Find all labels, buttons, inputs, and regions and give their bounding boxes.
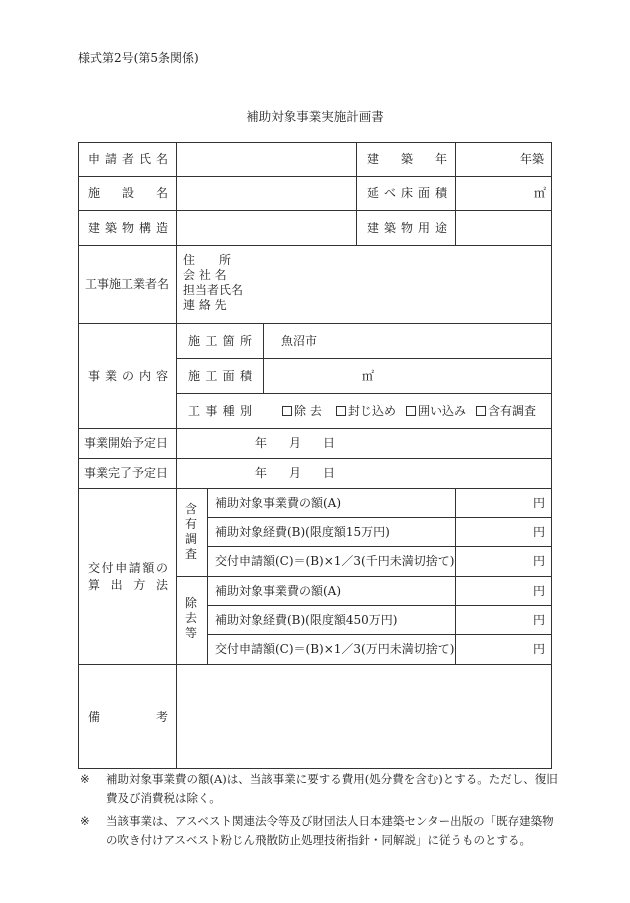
work-type-label: 工 事 種 別: [188, 404, 252, 418]
contractor-field-contact: 連 絡 先: [183, 298, 227, 312]
removal-item-project-cost: 補助対象事業費の額(A): [215, 584, 342, 598]
contractor-field-company: 会 社 名: [183, 268, 227, 282]
contractor-field-address: 住 所: [183, 253, 232, 267]
calc-method-label-line2: 算 出 方 法: [88, 578, 168, 592]
work-area-unit: ㎡: [362, 369, 375, 383]
work-type-option-sealing[interactable]: 封じ込め: [336, 404, 396, 418]
note-item: [80, 812, 560, 850]
contractor-name-label: 工事施工業者名: [85, 277, 170, 291]
contractor-field-person: 担当者氏名: [183, 283, 244, 297]
work-location-value: 魚沼市: [281, 334, 318, 348]
removal-item-eligible-cost: 補助対象経費(B)(限度額450万円): [215, 613, 398, 627]
calc-method-label-line1: 交 付 申 請 額 の: [88, 561, 168, 575]
start-date-month: 月: [289, 436, 302, 450]
yen-unit: 円: [533, 525, 546, 539]
survey-item-grant-amount: 交付申請額(C)＝(B)×1／3(千円未満切捨て): [215, 554, 455, 568]
note-text: 当該事業は、アスベスト関連法令等及び財団法人日本建築センター出版の「既存建築物の吹き付けアスベスト粉じん飛散防止処理技術指針・同解説」に従うものとする。: [106, 814, 554, 847]
work-type-option-removal[interactable]: 除 去: [282, 404, 322, 418]
floor-area-unit: ㎡: [534, 186, 547, 200]
checkbox-icon[interactable]: [336, 406, 346, 416]
building-use-label: 建 築 物 用 途: [367, 221, 447, 235]
yen-unit: 円: [533, 554, 546, 568]
work-type-option-survey[interactable]: 含有調査: [476, 404, 536, 418]
construction-year-label: 建 築 年: [367, 152, 447, 166]
start-date-year: 年: [255, 436, 268, 450]
removal-item-grant-amount: 交付申請額(C)＝(B)×1／3(万円未満切捨て): [215, 642, 455, 656]
note-mark: ※: [80, 772, 90, 786]
survey-section-label: 含 有 調 査: [184, 502, 197, 561]
applicant-name-label: 申 請 者 氏 名: [88, 152, 168, 166]
building-structure-label: 建 築 物 構 造: [88, 221, 168, 235]
note-text: 補助対象事業費の額(A)は、当該事業に要する費用(処分費を含む)とする。ただし、復旧費及び消費税は除く。: [106, 772, 558, 805]
floor-area-label: 延 べ 床 面 積: [367, 186, 447, 200]
start-date-label: 事業開始予定日: [84, 436, 169, 450]
construction-year-unit: 年築: [520, 152, 545, 166]
notes: [80, 770, 560, 854]
note-mark: ※: [80, 814, 90, 828]
start-date-day: 日: [323, 436, 336, 450]
checkbox-icon[interactable]: [476, 406, 486, 416]
end-date-year: 年: [255, 466, 268, 480]
project-content-label: 事 業 の 内 容: [88, 369, 168, 383]
remarks-label: 備 考: [88, 710, 168, 724]
work-location-label: 施 工 箇 所: [188, 334, 252, 348]
work-type-option-enclosure[interactable]: 囲い込み: [406, 404, 466, 418]
form-number: 様式第2号(第5条関係): [78, 51, 199, 65]
facility-name-label: 施 設 名: [88, 186, 168, 200]
note-item: [80, 770, 560, 808]
removal-section-label: 除 去 等: [184, 596, 197, 640]
end-date-day: 日: [323, 466, 336, 480]
yen-unit: 円: [533, 584, 546, 598]
form-title: 補助対象事業実施計画書: [246, 109, 384, 124]
checkbox-icon[interactable]: [406, 406, 416, 416]
end-date-label: 事業完了予定日: [84, 466, 169, 480]
work-area-label: 施 工 面 積: [188, 369, 252, 383]
end-date-month: 月: [289, 466, 302, 480]
checkbox-icon[interactable]: [282, 406, 292, 416]
survey-item-project-cost: 補助対象事業費の額(A): [215, 496, 342, 510]
yen-unit: 円: [533, 642, 546, 656]
survey-item-eligible-cost: 補助対象経費(B)(限度額15万円): [215, 525, 390, 539]
yen-unit: 円: [533, 496, 546, 510]
yen-unit: 円: [533, 613, 546, 627]
